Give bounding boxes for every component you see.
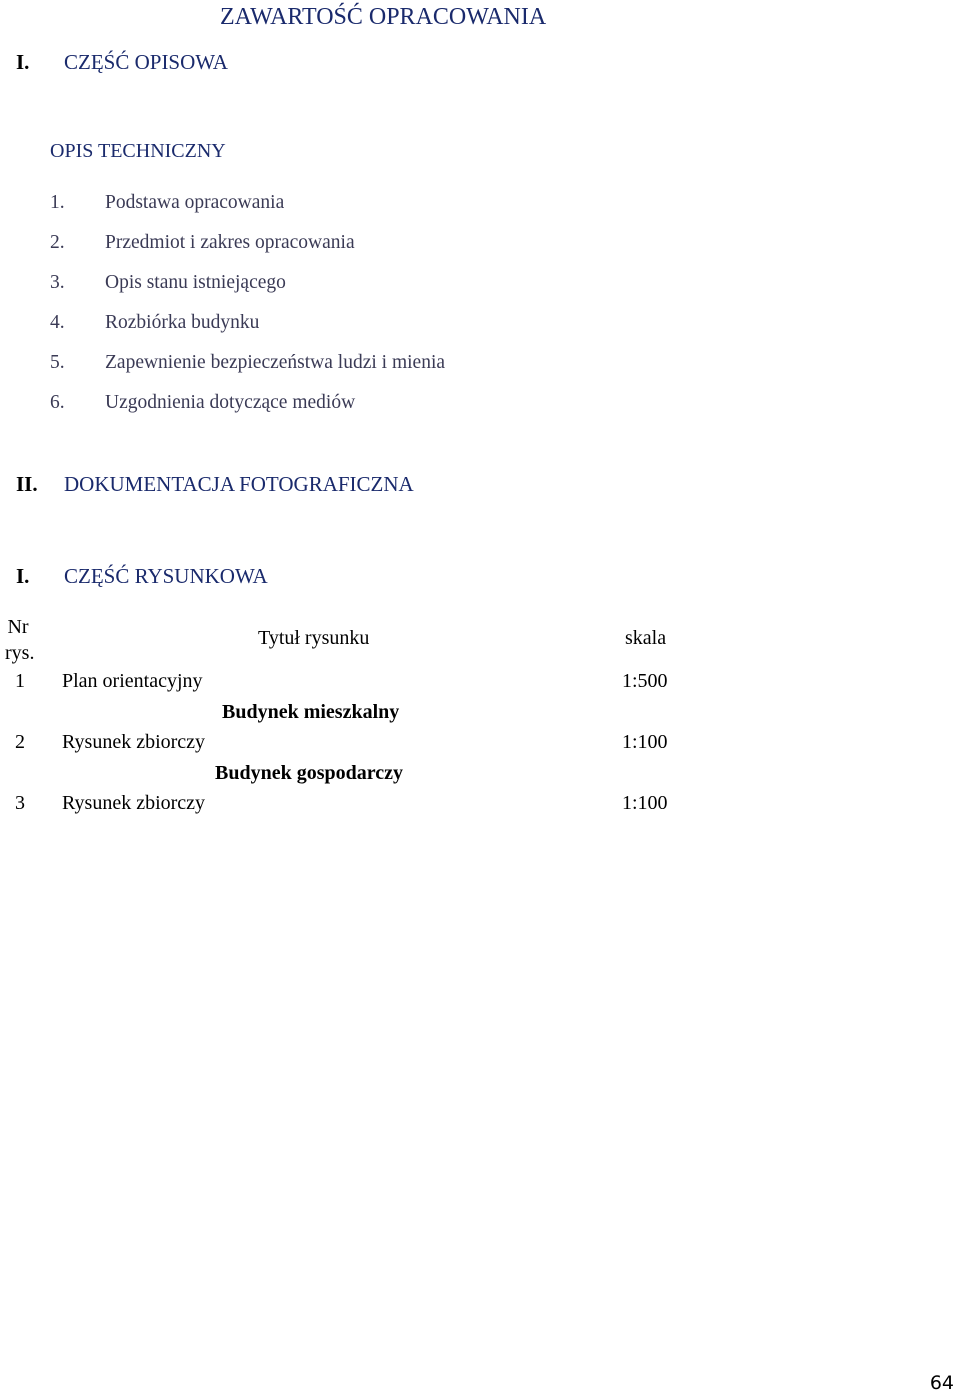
table-group-heading: Budynek gospodarczy xyxy=(215,762,404,784)
toc-item-label: Zapewnienie bezpieczeństwa ludzi i mienia xyxy=(105,352,446,373)
table-header-scale: skala xyxy=(625,627,667,649)
section-label: CZĘŚĆ RYSUNKOWA xyxy=(64,564,268,588)
toc-item xyxy=(50,392,355,414)
table-header-nr-line1: Nr xyxy=(7,616,29,638)
toc-item xyxy=(50,232,355,254)
toc-item-label: Podstawa opracowania xyxy=(105,192,285,213)
section-label: DOKUMENTACJA FOTOGRAFICZNA xyxy=(64,472,414,496)
table-row-scale: 1:100 xyxy=(622,731,668,753)
table-row-number: 3 xyxy=(15,792,25,814)
section-heading-photo xyxy=(0,472,520,500)
toc-item xyxy=(50,192,284,214)
section-number: II. xyxy=(16,472,38,496)
section-label: CZĘŚĆ OPISOWA xyxy=(64,50,228,74)
toc-item-number: 1. xyxy=(50,192,65,213)
toc-item xyxy=(50,272,286,294)
table-row-title: Rysunek zbiorczy xyxy=(62,792,206,814)
toc-item-number: 6. xyxy=(50,392,65,413)
toc-item-label: Rozbiórka budynku xyxy=(105,312,260,333)
table-header-title: Tytuł rysunku xyxy=(258,627,370,649)
toc-item-label: Opis stanu istniejącego xyxy=(105,272,286,293)
toc-item-label: Przedmiot i zakres opracowania xyxy=(105,232,355,253)
section-number: I. xyxy=(16,564,30,588)
toc-item-label: Uzgodnienia dotyczące mediów xyxy=(105,392,356,413)
table-header-nr xyxy=(5,614,35,666)
table-row-scale: 1:100 xyxy=(622,792,668,814)
table-row-number: 2 xyxy=(15,731,25,753)
table-group-heading: Budynek mieszkalny xyxy=(222,701,400,723)
toc-item xyxy=(50,352,445,374)
toc-item-number: 3. xyxy=(50,272,65,293)
table-header-nr-line2: rys. xyxy=(5,642,35,664)
table-row-title: Rysunek zbiorczy xyxy=(62,731,206,753)
section-number: I. xyxy=(16,50,30,74)
table-row-number: 1 xyxy=(15,670,25,692)
section-heading-descriptive xyxy=(0,50,400,78)
page-number: 64 xyxy=(929,1372,954,1394)
toc-item-number: 5. xyxy=(50,352,65,373)
toc-item-number: 2. xyxy=(50,232,65,253)
toc-item-number: 4. xyxy=(50,312,65,333)
table-row-title: Plan orientacyjny xyxy=(62,670,203,692)
document-title: ZAWARTOŚĆ OPRACOWANIA xyxy=(220,4,547,30)
technical-description-heading: OPIS TECHNICZNY xyxy=(50,140,226,162)
table-row-scale: 1:500 xyxy=(622,670,668,692)
section-heading-drawings xyxy=(0,564,400,592)
toc-item xyxy=(50,312,259,334)
